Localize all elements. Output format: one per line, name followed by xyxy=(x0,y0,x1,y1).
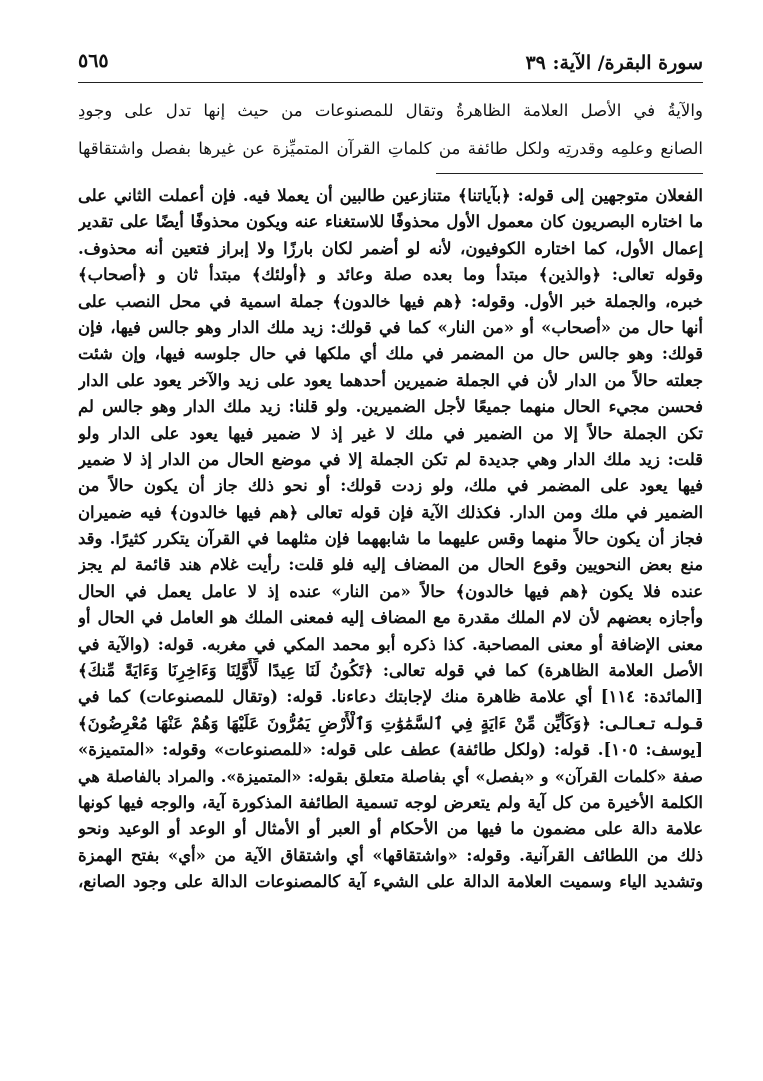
commentary-line: ذلك من اللطائف القرآنية. وقوله: «واشتقاقها» أي واشتقاق الآية من «أي» بفتح الهمزة xyxy=(78,845,703,865)
running-title: سورة البقرة/ الآية: ٣٩ xyxy=(525,52,703,74)
commentary-line: قـولـه تـعـالـى: ﴿وَكَأَيِّن مِّنْ ءَايَةٍ فِي ٱلسَّمَٰوَٰتِ وَٱلْأَرْضِ يَمُرُّونَ عَلَيْهَا وَهُمْ عَنْهَا مُعْرِضُونَ﴾ xyxy=(78,713,703,733)
commentary-line: الضمير في ملك ومن الدار. فكذلك الآية فإن قوله تعالى ﴿هم فيها خالدون﴾ فيه ضميران xyxy=(78,502,703,522)
main-text-line: الصانع وعلمِه وقدرتِه ولكل طائفة من كلماتِ القرآن المتميِّزة عن غيرها بفصل واشتقاقها xyxy=(78,139,703,158)
page-number: ٥٦٥ xyxy=(78,50,109,72)
commentary-line: وأجازه بعضهم لأن لام الملك مقدرة مع المضاف إليه فمعنى الملك هو العامل في الحال أو xyxy=(78,608,703,628)
commentary-line: وتشديد الياء وسميت العلامة الدالة على الشيء آية كالمصنوعات الدالة على وجود الصانع، xyxy=(78,872,703,892)
commentary-line: إعمال الأول، كما اختاره الكوفيون، لأنه لو أضمر لكان بارزًا ولا إبراز فتعين أنه محذوف. xyxy=(78,238,703,258)
commentary-line: عنده فلا يكون ﴿هم فيها خالدون﴾ حالاً «من النار» عنده إذ لا عامل يعمل في الحال xyxy=(78,581,703,601)
commentary-line: أنها حال من «أصحاب» أو «من النار» كما في قولك: زيد ملك الدار وهو جالس فيها، فإن xyxy=(78,317,703,337)
commentary-line: قولك: وهو جالس حال من المضمر في ملك أي ملكها في حال جلوسه فيها، وإن شئت xyxy=(78,344,703,364)
main-text xyxy=(78,92,703,168)
commentary-line: قلت: زيد ملك الدار وهي جديدة لم تكن الجملة إلا في موضع الحال من الدار إذ لا ضمير xyxy=(78,449,703,469)
commentary-line: [يوسف: ١٠٥]. قوله: (ولكل طائفة) عطف على قوله: «للمصنوعات» وقوله: «المتميزة» xyxy=(78,740,703,760)
page-header xyxy=(78,46,703,83)
commentary-line: علامة دالة على مضمون ما فيها من الأحكام أو العبر أو الأمثال أو الوعد أو الوعيد ونحو xyxy=(78,819,703,839)
commentary-line: الكلمة الأخيرة من كل آية ولم يتعرض لوجه تسمية الطائفة المذكورة آية، والوجه فيها كونها xyxy=(78,792,703,812)
commentary-line: خبره، والجملة خبر الأول. وقوله: ﴿هم فيها خالدون﴾ جملة اسمية في محل النصب على xyxy=(78,291,703,311)
footnote-divider xyxy=(436,173,703,174)
commentary-line: جعلته حالاً من الدار لأن في الجملة ضميرين أحدهما يعود على زيد والآخر يعود على الدار xyxy=(78,370,703,390)
main-text-line: والآيةُ في الأصل العلامة الظاهرةُ وتقال للمصنوعات من حيث إنها تدل على وجودِ xyxy=(78,101,703,120)
commentary-line: الأصل العلامة الظاهرة) كما في قوله تعالى: ﴿تَكُونُ لَنَا عِيدًا لِّأَوَّلِنَا وَءَاخِرِنَا وَءَايَةً مِّنكَ﴾ xyxy=(78,661,703,681)
commentary-line: فيها يعود على المضمر في ملك، ولو زدت قولك: أو نحو ذلك جاز أن يكون حالاً من xyxy=(78,476,703,496)
commentary-line: [المائدة: ١١٤] أي علامة ظاهرة منك لإجابتك دعاءنا. قوله: (وتقال للمصنوعات) كما في xyxy=(78,687,703,707)
commentary-line: تكن الجملة حالاً إلا من الضمير في ملك لا غير إذ لا ضمير فيها يعود على الدار ولو xyxy=(78,423,703,443)
commentary-line: فجاز أن يكون حالاً منهما وقس عليهما ما شابههما فإن مثلهما في القرآن يتكرر كثيرًا. وقد xyxy=(78,529,703,549)
commentary-line: منع بعض النحويين وقوع الحال من المضاف إليه فلو قلت: رأيت غلام هند قائمة لم يجز xyxy=(78,555,703,575)
commentary-line: صفة «كلمات القرآن» و «بفصل» أي بفاصلة متعلق بقوله: «المتميزة». والمراد بالفاصلة هي xyxy=(78,766,703,786)
commentary-line: وقوله تعالى: ﴿والذين﴾ مبتدأ وما بعده صلة وعائد و ﴿أولئك﴾ مبتدأ ثان و ﴿أصحاب﴾ xyxy=(78,265,703,285)
commentary-line: معنى الإضافة أو معنى المصاحبة. كذا ذكره أبو محمد المكي في مغربه. قوله: (والآية في xyxy=(78,634,703,654)
commentary-line: فحسن مجيء الحال منهما جميعًا لأجل الضميرين. ولو قلنا: زيد ملك الدار وهو جالس لم xyxy=(78,397,703,417)
commentary-line: الفعلان متوجهين إلى قوله: ﴿بآياتنا﴾ متنازعين طالبين أن يعملا فيه. فإن أعملت الثاني على xyxy=(78,186,703,205)
commentary-line: ما اختاره البصريون كان معمول الأول محذوفًا للاستغناء عنه ويكون محذوفًا أيضًا على تقدير xyxy=(78,212,703,232)
commentary-text xyxy=(78,183,703,896)
